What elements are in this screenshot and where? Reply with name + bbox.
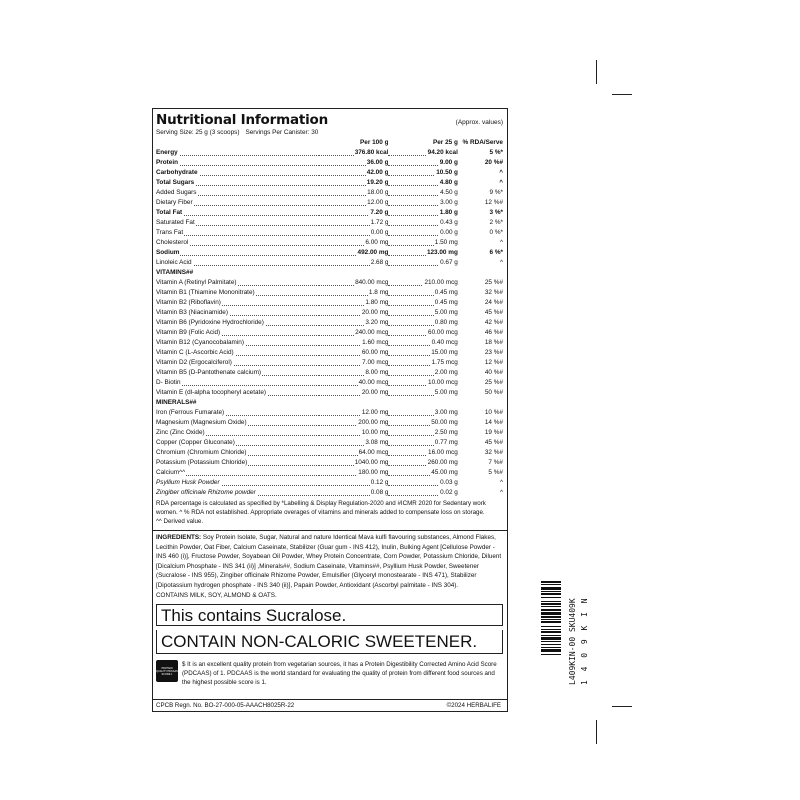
- value-per-100g: 1040.00 mg: [354, 459, 389, 466]
- page-title: Nutritional Information: [156, 112, 329, 128]
- table-row: [156, 418, 503, 428]
- barcode-bar: [541, 603, 561, 605]
- value-per-100g: 2.68 g: [370, 259, 389, 266]
- barcode-bar: [541, 597, 561, 598]
- nutrient-label: Total Fat: [156, 209, 183, 216]
- rda-percent: ^: [500, 479, 503, 486]
- rda-percent: 18 %#: [484, 339, 503, 346]
- barcode-bar: [541, 616, 561, 618]
- table-row: [156, 298, 503, 308]
- value-per-100g: 1.60 mcg: [362, 339, 389, 346]
- rda-percent: 19 %#: [484, 429, 503, 436]
- table-row: [156, 258, 503, 268]
- value-per-100g: 200.00 mg: [358, 419, 389, 426]
- value-per-100g: 60.00 mg: [361, 349, 389, 356]
- value-per-25g: 0.02 g: [440, 489, 458, 496]
- sucralose-warning: This contains Sucralose.: [156, 604, 503, 626]
- nutrient-label: Vitamin B5 (D-Pantothenate calcium): [156, 369, 262, 376]
- value-per-25g: 0.43 g: [440, 219, 458, 226]
- table-row: [156, 248, 503, 258]
- pdcaas-logo: PROTEIN QUALITY PDCAAS SCORE 1: [156, 660, 178, 682]
- table-row: [156, 478, 503, 488]
- value-per-25g: 0.45 mg: [434, 299, 458, 306]
- nutrient-label: Vitamin B9 (Folic Acid): [156, 329, 221, 336]
- nutrient-label: Psyllium Husk Powder: [156, 479, 220, 486]
- table-row: [156, 198, 503, 208]
- rda-percent: ^: [499, 169, 503, 176]
- barcode-code-top: L409KIN-00 SKU409K: [568, 598, 577, 685]
- rda-percent: 42 %#: [484, 319, 503, 326]
- value-per-100g: 36.00 g: [366, 159, 389, 166]
- barcode-labels: [566, 580, 590, 685]
- column-header: Per 25 g: [432, 139, 458, 146]
- section-header-row: [156, 268, 503, 278]
- nutrient-label: Sodium: [156, 249, 180, 256]
- nutrient-label: Dietary Fiber: [156, 199, 193, 206]
- value-per-100g: 10.00 mg: [361, 429, 389, 436]
- table-row: [156, 288, 503, 298]
- rda-percent: ^: [499, 179, 503, 186]
- rda-percent: 5 %#: [488, 469, 503, 476]
- barcode: [541, 580, 561, 685]
- nutrient-label: Vitamin B3 (Niacinamide): [156, 309, 228, 316]
- barcode-bar: [541, 626, 561, 627]
- barcode-bar: [541, 647, 561, 648]
- value-per-25g: 3.00 mg: [434, 409, 458, 416]
- value-per-25g: 50.00 mg: [431, 419, 458, 426]
- rda-percent: 5 %*: [489, 149, 503, 156]
- table-row: [156, 468, 503, 478]
- rda-percent: 25 %#: [484, 379, 503, 386]
- rda-percent: 10 %#: [484, 409, 503, 416]
- value-per-100g: 1.72 g: [370, 219, 389, 226]
- value-per-100g: 7.00 mcg: [362, 359, 389, 366]
- column-header: % RDA/Serve: [462, 139, 503, 146]
- barcode-bar: [541, 637, 561, 640]
- nutrient-label: Cholesterol: [156, 239, 189, 246]
- nutrition-table-body: [156, 148, 503, 498]
- barcode-bar: [541, 601, 561, 602]
- value-per-100g: 20.00 mg: [361, 389, 389, 396]
- ingredients-section: [156, 531, 503, 600]
- nutrient-label: Added Sugars: [156, 189, 197, 196]
- barcode-bar: [541, 591, 561, 592]
- barcode-bar: [541, 609, 561, 611]
- value-per-25g: 0.67 g: [440, 259, 458, 266]
- value-per-100g: 0.12 g: [370, 479, 389, 486]
- rda-percent: 45 %#: [484, 439, 503, 446]
- table-row: [156, 188, 503, 198]
- value-per-100g: 40.00 mcg: [358, 379, 389, 386]
- value-per-25g: 1.75 mcg: [431, 359, 458, 366]
- allergen-statement: CONTAINS MILK, SOY, ALMOND & OATS.: [156, 591, 277, 599]
- table-row: [156, 458, 503, 468]
- rda-percent: 45 %#: [484, 309, 503, 316]
- rda-percent: ^: [500, 239, 503, 246]
- nutrient-label: Energy: [156, 149, 178, 156]
- barcode-bar: [541, 641, 561, 642]
- value-per-25g: 1.50 mg: [434, 239, 458, 246]
- value-per-100g: 240.00 mcg: [355, 329, 389, 336]
- table-row: [156, 178, 503, 188]
- value-per-25g: 0.00 g: [440, 229, 458, 236]
- barcode-bar: [541, 654, 561, 655]
- nutrient-label: Zinc (Zinc Oxide): [156, 429, 205, 436]
- servings-per-canister: Servings Per Canister: 30: [245, 129, 319, 136]
- table-row: [156, 378, 503, 388]
- value-per-25g: 60.00 mcg: [428, 329, 458, 336]
- column-header: Per 100 g: [360, 139, 389, 146]
- section-label: VITAMINS##: [156, 269, 194, 276]
- value-per-25g: 1.80 g: [439, 209, 458, 216]
- nutrient-label: Vitamin A (Retinyl Palmitate): [156, 279, 237, 286]
- approx-values-note: (Approx. values): [455, 119, 503, 126]
- nutrient-label: Vitamin D2 (Ergocalciferol): [156, 359, 232, 366]
- section-header-row: [156, 398, 503, 408]
- barcode-bar: [541, 629, 561, 630]
- value-per-100g: 3.08 mg: [365, 439, 389, 446]
- rda-percent: 9 %*: [489, 189, 503, 196]
- pdcaas-text: $ It is an excellent quality protein from vegetarian sources, it has a Protein Digestibility Corrected Amino Acid Score (PDCAAS) of 1. PDCAAS is the world standard for evaluating the quality of protein from different food sources and the highest possible score is 1.: [182, 661, 497, 687]
- serving-size: Serving Size: 25 g (3 scoops): [156, 129, 240, 136]
- rda-percent: ^: [500, 489, 503, 496]
- value-per-100g: 1.80 mg: [365, 299, 389, 306]
- nutrient-label: Calcium^^: [156, 469, 186, 476]
- value-per-100g: 180.00 mg: [358, 469, 389, 476]
- ingredients-text: Soy Protein Isolate, Sugar, Natural and nature Identical Mava kulfi flavouring substances, Almond Flakes, Lecithin Powder, Oat Fiber, Calcium Caseinate, Stabilizer (Guar gum - INS 412), Inulin, Bulking Agent [Cellulose Powder - INS 460 (i)], Fructose Powder, Soyabean Oil Powder, Whey Protein Concentrate, Corn Powder, Potassium Chloride, Diluent [Dicalcium Phosphate - INS 341 (ii)] ,Minerals##, Sodium Caseinate, Vitamins##, Psyllium Husk Powder, Sweetener (Sucralose - INS 955), Zingiber officinale Rhizome Powder, Emulsifier (Glyceryl monostearate - INS 471), Stabilizer [Dipotassium hydrogen phosphate - INS 340 (ii)], Papain Powder, Antioxidant (Ascorbyl palmitate - INS 304).: [156, 534, 502, 589]
- rda-percent: 3 %*: [489, 209, 503, 216]
- barcode-bar: [541, 593, 561, 595]
- barcode-bar: [541, 584, 561, 585]
- registration-number: CPCB Regn. No. BO-27-000-05-AAACH8025R-22: [156, 702, 295, 709]
- rda-percent: 12 %#: [484, 359, 503, 366]
- table-header-row: [156, 138, 503, 148]
- nutrient-label: Carbohydrate: [156, 169, 198, 176]
- value-per-25g: 94.20 kcal: [427, 149, 458, 156]
- table-row: [156, 368, 503, 378]
- value-per-100g: 8.00 mg: [365, 369, 389, 376]
- rda-percent: 24 %#: [484, 299, 503, 306]
- nutrient-label: Potassium (Potassium Chloride): [156, 459, 248, 466]
- table-row: [156, 278, 503, 288]
- nutrient-label: Vitamin E (dl-alpha tocopheryl acetate): [156, 389, 267, 396]
- nutrient-label: D- Biotin: [156, 379, 181, 386]
- rda-notes: [156, 499, 503, 526]
- nutrient-label: Saturated Fat: [156, 219, 195, 226]
- crop-mark: [612, 706, 632, 707]
- rda-percent: 32 %#: [484, 449, 503, 456]
- value-per-100g: 20.00 mg: [361, 309, 389, 316]
- value-per-25g: 0.77 mg: [434, 439, 458, 446]
- value-per-25g: 15.00 mg: [431, 349, 458, 356]
- table-row: [156, 308, 503, 318]
- sweetener-warning: CONTAIN NON-CALORIC SWEETENER.: [156, 630, 503, 654]
- barcode-bar: [541, 631, 561, 633]
- barcode-bar: [541, 612, 561, 615]
- value-per-100g: 0.00 g: [370, 229, 389, 236]
- value-per-100g: 12.00 g: [367, 199, 389, 206]
- crop-mark: [612, 94, 632, 95]
- table-row: [156, 168, 503, 178]
- value-per-25g: 5.00 mg: [434, 309, 458, 316]
- value-per-100g: 840.00 mcg: [355, 279, 389, 286]
- barcode-bar: [541, 649, 561, 652]
- value-per-25g: 4.50 g: [440, 189, 458, 196]
- rda-percent: 2 %*: [489, 219, 503, 226]
- value-per-100g: 6.00 mg: [365, 239, 389, 246]
- table-row: [156, 318, 503, 328]
- nutrient-label: Linoleic Acid: [156, 259, 192, 266]
- value-per-100g: 18.00 g: [367, 189, 389, 196]
- table-row: [156, 348, 503, 358]
- rda-percent: ^: [500, 259, 503, 266]
- value-per-100g: 64.00 mcg: [358, 449, 389, 456]
- value-per-25g: 0.80 mg: [434, 319, 458, 326]
- value-per-25g: 2.00 mg: [434, 369, 458, 376]
- nutrient-label: Protein: [156, 159, 179, 166]
- value-per-100g: 0.08 g: [370, 489, 389, 496]
- table-row: [156, 428, 503, 438]
- table-row: [156, 448, 503, 458]
- nutrient-label: Vitamin B6 (Pyridoxine Hydrochloride): [156, 319, 264, 326]
- rda-percent: 25 %#: [484, 279, 503, 286]
- nutrient-label: Vitamin C (L-Ascorbic Acid): [156, 349, 234, 356]
- barcode-bar: [541, 581, 561, 583]
- nutrition-table: [156, 138, 503, 498]
- rda-percent: 20 %#: [484, 159, 503, 166]
- nutrient-label: Total Sugars: [156, 179, 195, 186]
- value-per-25g: 10.00 mcg: [428, 379, 458, 386]
- value-per-25g: 10.50 g: [436, 169, 458, 176]
- barcode-bar: [541, 606, 561, 607]
- nutrient-label: Copper (Copper Gluconate): [156, 439, 235, 446]
- rda-percent: 6 %*: [489, 249, 503, 256]
- crop-mark: [596, 60, 597, 84]
- table-row: [156, 228, 503, 238]
- nutrient-label: Vitamin B1 (Thiamine Mononitrate): [156, 289, 255, 296]
- table-row: [156, 148, 503, 158]
- value-per-25g: 0.03 g: [440, 479, 458, 486]
- value-per-100g: 12.00 mg: [361, 409, 389, 416]
- table-row: [156, 338, 503, 348]
- table-row: [156, 408, 503, 418]
- rda-percent: 40 %#: [484, 369, 503, 376]
- rda-percent: 46 %#: [484, 329, 503, 336]
- rda-percent: 23 %#: [484, 349, 503, 356]
- footer: [153, 699, 507, 709]
- table-row: [156, 488, 503, 498]
- barcode-bar: [541, 619, 561, 620]
- rda-percent: 32 %#: [484, 289, 503, 296]
- value-per-25g: 0.45 mg: [434, 289, 458, 296]
- value-per-100g: 376.80 kcal: [354, 149, 389, 156]
- nutrient-label: Vitamin B2 (Riboflavin): [156, 299, 221, 306]
- value-per-25g: 260.00 mg: [427, 459, 458, 466]
- value-per-100g: 492.00 mg: [357, 249, 389, 256]
- value-per-25g: 2.50 mg: [434, 429, 458, 436]
- value-per-25g: 16.00 mcg: [428, 449, 458, 456]
- nutrient-label: Chromium (Chromium Chloride): [156, 449, 247, 456]
- pdcaas-section: [156, 660, 503, 687]
- nutrient-label: Magnesium (Magnesium Oxide): [156, 419, 247, 426]
- value-per-100g: 1.8 mg: [368, 289, 389, 296]
- value-per-25g: 123.00 mg: [426, 249, 458, 256]
- nutrition-panel: [152, 108, 508, 712]
- table-row: [156, 438, 503, 448]
- ingredients-heading: INGREDIENTS:: [156, 534, 202, 541]
- value-per-25g: 9.00 g: [439, 159, 458, 166]
- crop-mark: [596, 720, 597, 744]
- table-row: [156, 158, 503, 168]
- rda-note: RDA percentage is calculated as specified by *Labelling & Display Regulation-2020 and #ICMR 2020 for Sedentary work women. ^ % RDA not established. Appropriate overages of vitamins and minerals added to compensate loss on storage.: [156, 500, 486, 516]
- barcode-bar: [541, 621, 561, 623]
- table-row: [156, 208, 503, 218]
- column-header: [156, 138, 319, 148]
- table-row: [156, 358, 503, 368]
- table-row: [156, 328, 503, 338]
- serving-info: [156, 128, 503, 138]
- value-per-25g: 5.00 mg: [434, 389, 458, 396]
- rda-percent: 12 %#: [484, 199, 503, 206]
- value-per-100g: 19.20 g: [366, 179, 389, 186]
- value-per-25g: 210.00 mcg: [424, 279, 458, 286]
- value-per-25g: 4.80 g: [439, 179, 458, 186]
- rda-percent: 14 %#: [484, 419, 503, 426]
- nutrient-label: Iron (Ferrous Fumarate): [156, 409, 225, 416]
- value-per-100g: 7.20 g: [370, 209, 389, 216]
- value-per-25g: 0.40 mcg: [431, 339, 458, 346]
- section-label: MINERALS##: [156, 399, 197, 406]
- nutrient-label: Trans Fat: [156, 229, 184, 236]
- copyright: ©2024 HERBALIFE: [446, 702, 501, 709]
- rda-percent: 7 %#: [488, 459, 503, 466]
- barcode-bar: [541, 644, 561, 645]
- value-per-100g: 3.20 mg: [365, 319, 389, 326]
- nutrient-label: Vitamin B12 (Cyanocobalamin): [156, 339, 244, 346]
- table-row: [156, 388, 503, 398]
- value-per-100g: 42.00 g: [366, 169, 389, 176]
- rda-percent: 50 %#: [484, 389, 503, 396]
- table-row: [156, 218, 503, 228]
- nutrient-label: Zingiber officinale Rhizome powder: [156, 489, 256, 496]
- table-row: [156, 238, 503, 248]
- barcode-bar: [541, 635, 561, 636]
- derived-note: ^^ Derived value.: [156, 518, 204, 525]
- barcode-bar: [541, 587, 561, 590]
- rda-percent: 0 %*: [489, 229, 503, 236]
- barcode-code-bottom: 1 4 0 9 K I N: [580, 596, 589, 685]
- value-per-25g: 3.00 g: [440, 199, 458, 206]
- value-per-25g: 45.00 mg: [431, 469, 458, 476]
